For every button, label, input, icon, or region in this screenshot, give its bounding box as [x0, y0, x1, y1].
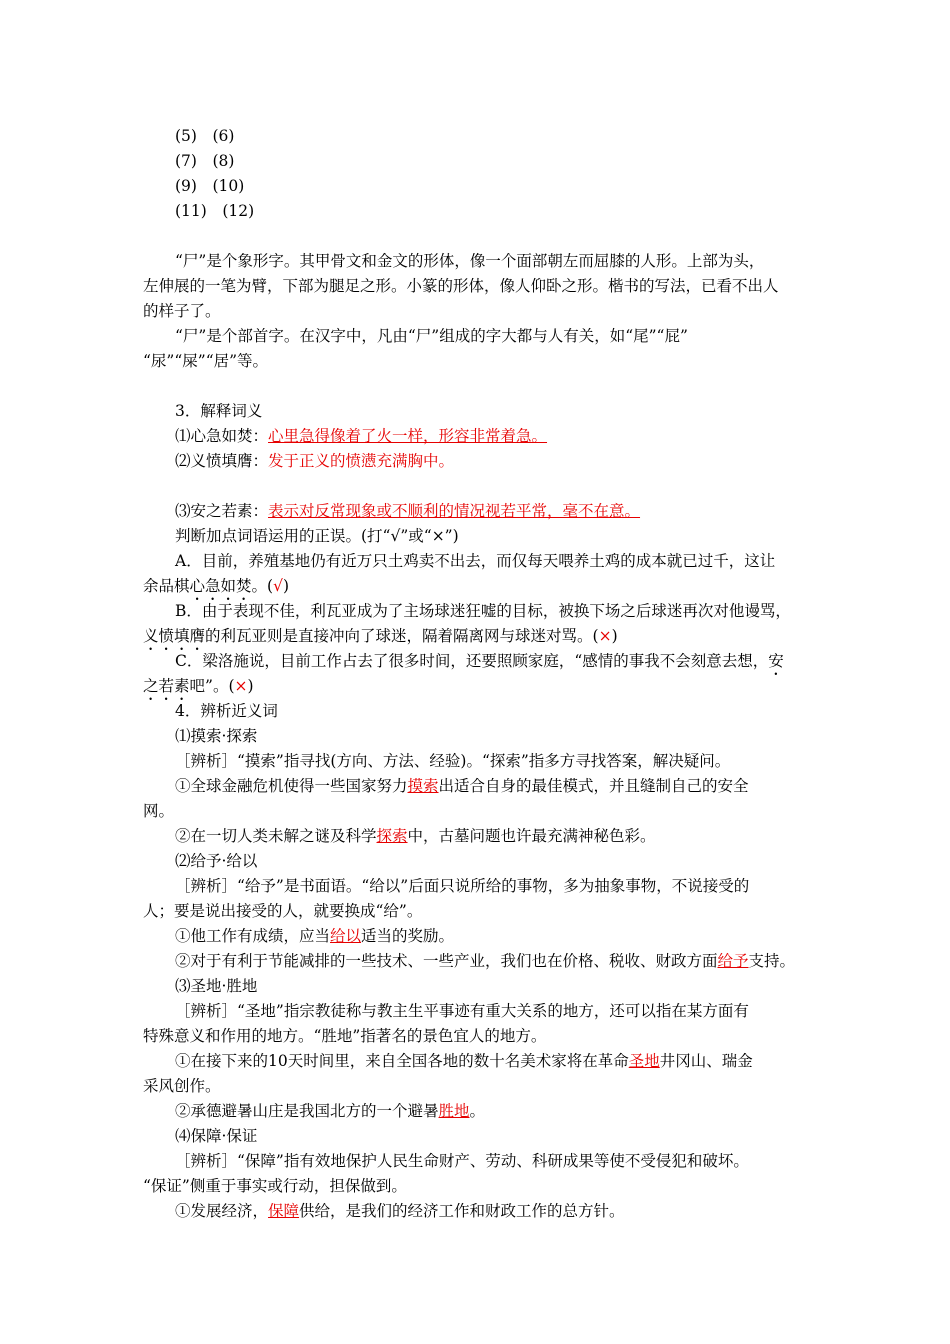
group-1-example-2-pre: ②在一切人类未解之谜及科学 [175, 827, 377, 845]
item-b-line-1: B．由于表现不佳，利瓦亚成为了主场球迷狂嘘的目标，被换下场之后球迷再次对他谩骂， [175, 602, 791, 620]
paragraph-1-line-3: 的样子了。 [143, 302, 221, 320]
item-a-text: 余品棋 [143, 577, 190, 595]
group-3-example-1-pre: ①在接下来的10天时间里，来自全国各地的数十名美术家将在革命 [175, 1052, 629, 1070]
paragraph-1-line-1: “尸”是个象形字。其甲骨文和金文的形体，像一个面部朝左而屈膝的人形。上部为头， [175, 252, 765, 270]
group-3-example-2-post: 。 [469, 1102, 486, 1120]
group-3-analysis-line-2: 特殊意义和作用的地方。“胜地”指著名的景色宜人的地方。 [143, 1027, 547, 1045]
group-3-example-2-pre: ②承德避暑山庄是我国北方的一个避暑 [175, 1102, 439, 1120]
group-1-example-1-answer: 摸索 [407, 777, 439, 795]
group-3-title: ⑶圣地·胜地 [175, 977, 258, 995]
item-c-dotted-word-start: 安 [768, 652, 784, 670]
group-4-example-1-pre: ①发展经济， [175, 1202, 269, 1220]
item-b-line-2 [143, 626, 618, 654]
group-2-example-2 [175, 951, 795, 971]
group-3-example-1-line-2: 采风创作。 [143, 1077, 221, 1095]
item-b-dotted-word: 义愤填膺 [143, 627, 206, 645]
item-c-mark: × [234, 677, 248, 695]
group-1-example-2 [175, 826, 656, 846]
item-c-line-2 [143, 676, 254, 704]
item-a-mark: √ [273, 577, 283, 595]
definition-2-answer: 发于正义的愤懑充满胸中。 [268, 452, 455, 470]
number-row-2: (7) (8) [175, 152, 235, 170]
group-1-example-1-line-2: 网。 [143, 802, 175, 820]
definition-1-answer: 心里急得像着了火一样，形容非常着急。 [268, 427, 548, 445]
group-2-example-2-answer: 给予 [717, 952, 749, 970]
paragraph-1-line-2: 左伸展的一笔为臂，下部为腿足之形。小篆的形体，像人仰卧之形。楷书的写法，已看不出人 [143, 277, 779, 295]
item-c-line-1 [175, 651, 784, 679]
group-1-example-1 [175, 776, 749, 796]
group-1-analysis: ［辨析］“摸索”指寻找(方向、方法、经验)。“探索”指多方寻找答案，解决疑问。 [175, 752, 731, 770]
number-row-1: (5) (6) [175, 127, 235, 145]
group-1-example-2-post: 中，古墓问题也许最充满神秘色彩。 [407, 827, 656, 845]
group-2-analysis-line-2: 人；要是说出接受的人，就要换成“给”。 [143, 902, 423, 920]
item-b-paren-close: ) [611, 627, 618, 645]
definition-2 [175, 451, 454, 471]
definition-3-label: ⑶安之若素： [175, 502, 269, 520]
group-3-analysis: ［辨析］“圣地”指宗教徒称与教主生平事迹有重大关系的地方，还可以指在某方面有 [175, 1002, 749, 1020]
item-a-paren-open: 。( [251, 577, 274, 595]
definition-3 [175, 501, 640, 521]
group-4-analysis-line-2: “保证”侧重于事实或行动，担保做到。 [143, 1177, 407, 1195]
item-a-paren-close: ) [282, 577, 290, 595]
group-3-example-1-post: 井冈山、瑞金 [659, 1052, 753, 1070]
paragraph-2-line-1: “尸”是个部首字。在汉字中，凡由“尸”组成的字大都与人有关，如“尾”“屁” [175, 327, 688, 345]
item-a-line-1: A．目前，养殖基地仍有近万只土鸡卖不出去，而仅每天喂养土鸡的成本就已过千，这让 [175, 552, 776, 570]
group-2-example-1-answer: 给以 [330, 927, 362, 945]
group-4-title: ⑷保障·保证 [175, 1127, 258, 1145]
section-4-title: 4．辨析近义词 [175, 702, 278, 720]
group-3-example-1 [175, 1051, 753, 1071]
definition-3-answer: 表示对反常现象或不顺利的情况视若平常，毫不在意。 [268, 502, 641, 520]
item-c-paren-open: 吧”。( [189, 677, 235, 695]
group-2-example-1-post: 适当的奖励。 [361, 927, 455, 945]
group-4-example-1-post: 供给，是我们的经济工作和财政工作的总方针。 [299, 1202, 625, 1220]
item-c-paren-close: ) [247, 677, 254, 695]
group-1-example-1-post: 出适合自身的最佳模式，并且缝制自己的安全 [438, 777, 749, 795]
judge-instruction: 判断加点词语运用的正误。(打“√”或“×”) [175, 527, 459, 545]
item-a-line-2 [143, 576, 289, 604]
group-1-example-2-answer: 探索 [376, 827, 408, 845]
group-2-example-1-pre: ①他工作有成绩，应当 [175, 927, 331, 945]
group-3-example-2-answer: 胜地 [438, 1102, 470, 1120]
group-4-example-1 [175, 1201, 625, 1221]
group-2-title: ⑵给予·给以 [175, 852, 258, 870]
group-1-example-1-pre: ①全球金融危机使得一些国家努力 [175, 777, 408, 795]
item-b-text: 的利瓦亚则是直接冲向了球迷，隔着隔离网与球迷对骂。( [205, 627, 599, 645]
group-3-example-2 [175, 1101, 485, 1121]
item-c-text: C．梁洛施说，目前工作占去了很多时间，还要照顾家庭，“感情的事我不会刻意去想， [175, 652, 769, 670]
definition-1-label: ⑴心急如焚： [175, 427, 269, 445]
definition-1 [175, 426, 547, 446]
item-c-dotted-word-end: 之若素 [143, 677, 190, 695]
group-4-example-1-answer: 保障 [268, 1202, 300, 1220]
group-4-analysis: ［辨析］“保障”指有效地保护人民生命财产、劳动、科研成果等使不受侵犯和破坏。 [175, 1152, 749, 1170]
item-a-dotted-word: 心急如焚 [189, 577, 252, 595]
number-row-4: (11) (12) [175, 202, 255, 220]
group-2-example-2-post: 支持。 [748, 952, 796, 970]
number-row-3: (9) (10) [175, 177, 245, 195]
definition-2-label: ⑵义愤填膺： [175, 452, 269, 470]
group-2-example-1 [175, 926, 454, 946]
group-3-example-1-answer: 圣地 [628, 1052, 660, 1070]
group-2-example-2-pre: ②对于有利于节能减排的一些技术、一些产业，我们也在价格、税收、财政方面 [175, 952, 718, 970]
item-b-mark: × [598, 627, 612, 645]
section-3-title: 3．解释词义 [175, 402, 263, 420]
paragraph-2-line-2: “尿”“屎”“居”等。 [143, 352, 269, 370]
group-1-title: ⑴摸索·探索 [175, 727, 258, 745]
group-2-analysis: ［辨析］“给予”是书面语。“给以”后面只说所给的事物，多为抽象事物，不说接受的 [175, 877, 750, 895]
